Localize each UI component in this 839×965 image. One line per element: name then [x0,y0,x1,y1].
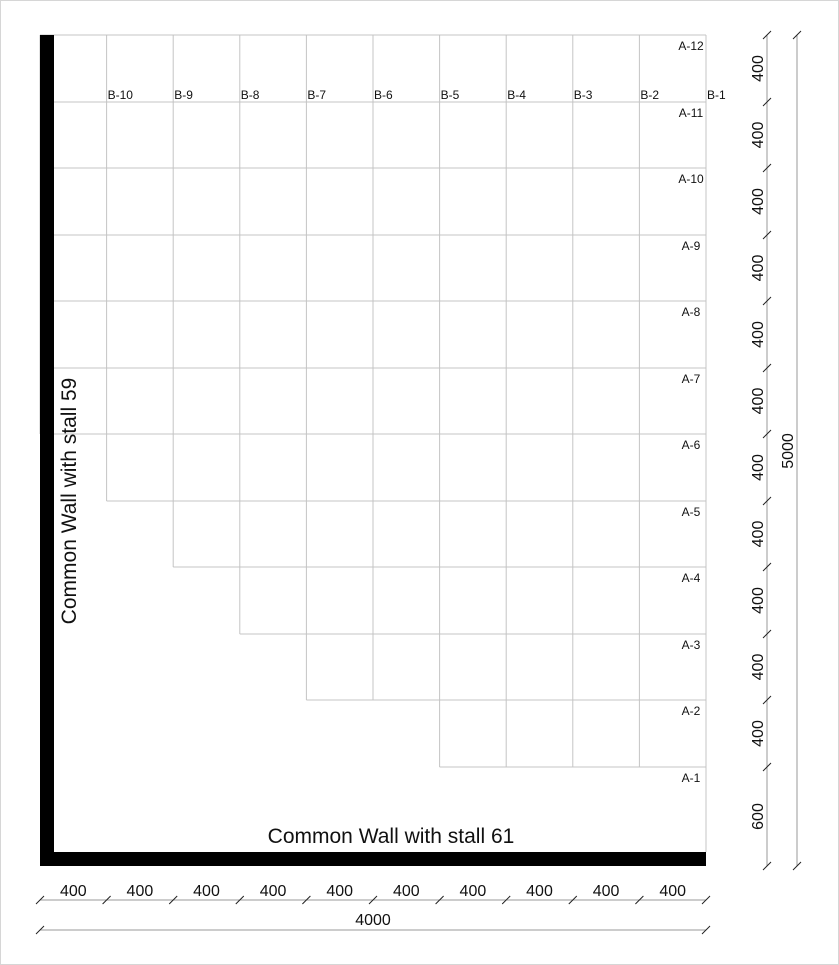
row-label: A-7 [681,372,701,386]
drawing-frame [1,1,839,965]
column-label: B-6 [374,88,393,102]
column-label: B-10 [107,88,133,102]
left-wall-label: Common Wall with stall 59 [58,377,81,625]
right-dimension-label: 400 [750,55,767,82]
right-dimension-label: 400 [750,188,767,215]
column-label: B-7 [307,88,327,102]
column-label: B-5 [440,88,460,102]
right-dimension-label: 400 [750,454,767,481]
column-label: B-1 [707,88,726,102]
right-dimension-label: 400 [750,321,767,348]
right-dimension-label: 400 [750,720,767,747]
right-dimension-label: 600 [750,803,767,830]
row-label: A-4 [681,571,701,585]
row-label: A-8 [681,305,701,319]
row-label: A-5 [681,505,701,519]
bottom-wall-label: Common Wall with stall 61 [267,825,515,848]
bottom-dimension-label: 400 [659,883,687,900]
bottom-dimension-label: 400 [592,883,620,900]
row-label: A-9 [681,239,701,253]
right-dimension-label: 400 [750,254,767,282]
row-label: A-11 [678,106,704,120]
column-label: B-9 [174,88,193,102]
wall-stall-61 [40,852,706,866]
right-dimension-label: 400 [750,587,767,614]
row-label: A-2 [681,704,701,718]
right-dimension-label: 400 [750,121,767,149]
column-label: B-3 [573,88,593,102]
right-total-label: 5000 [780,433,797,469]
bottom-dimension-label: 400 [193,883,220,900]
bottom-dimension-label: 400 [126,883,154,900]
bottom-dimension-label: 400 [326,883,354,900]
bottom-dimension-label: 400 [259,883,287,900]
row-label: A-6 [681,438,701,452]
bottom-dimension-label: 400 [392,883,420,900]
row-label: A-3 [681,638,701,652]
right-dimension-label: 400 [750,387,767,415]
bottom-dimension-label: 400 [59,883,87,900]
column-label: B-2 [640,88,660,102]
column-label: B-8 [240,88,260,102]
bottom-dimension-label: 400 [526,883,553,900]
right-dimension-label: 400 [750,653,767,681]
bottom-dimension-label: 400 [459,883,487,900]
bottom-total-label: 4000 [355,912,391,929]
row-label: A-1 [681,771,701,785]
wall-stall-59 [40,35,54,866]
row-label: A-10 [678,172,704,186]
row-label: A-12 [678,39,704,53]
right-dimension-label: 400 [750,520,767,548]
column-label: B-4 [507,88,526,102]
